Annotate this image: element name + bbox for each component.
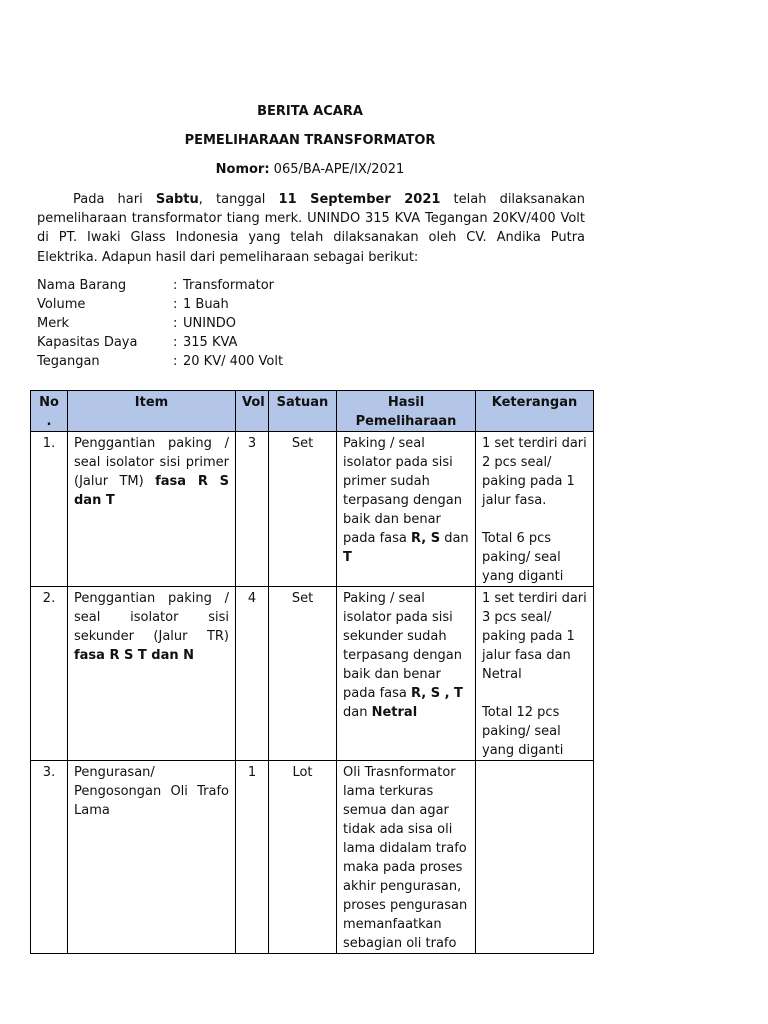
spec-list <box>37 276 537 371</box>
hasil-text: Paking / seal isolator pada sisi primer sudah terpasang dengan baik dan benar pada fasa <box>343 436 462 546</box>
item-text: Penggantian paking / seal isolator sisi sekunder (Jalur TR) <box>74 591 229 644</box>
hasil-text: dan <box>440 531 469 546</box>
intro-text: , tanggal <box>198 192 279 207</box>
spec-row <box>37 276 537 295</box>
cell-no: 1. <box>31 432 68 587</box>
cell-satuan: Lot <box>269 761 337 954</box>
spec-row <box>37 333 537 352</box>
nomor-value: 065/BA-APE/IX/2021 <box>269 162 405 177</box>
hasil-phase: T <box>343 550 352 565</box>
spec-colon: : <box>173 354 178 369</box>
spec-label: Nama Barang <box>37 278 127 293</box>
spec-value: 20 KV/ 400 Volt <box>183 354 284 369</box>
intro-day: Sabtu <box>155 192 199 207</box>
table-row <box>31 432 594 587</box>
cell-hasil: Oli Trasnformator lama terkuras semua dan agar tidak ada sisa oli lama didalam trafo maka pada proses akhir pengurasan, proses pengurasan memanfaatkan sebagian oli trafo <box>337 761 476 954</box>
keterangan-total: Total 12 pcs paking/ seal yang diganti <box>482 705 564 758</box>
cell-keterangan <box>476 432 594 587</box>
spec-colon: : <box>173 316 178 331</box>
header-vol: Vol <box>236 391 269 432</box>
cell-hasil <box>337 587 476 761</box>
cell-item <box>68 432 236 587</box>
cell-item <box>68 587 236 761</box>
header-satuan: Satuan <box>269 391 337 432</box>
header-hasil: Hasil Pemeliharaan <box>337 391 476 432</box>
document-title: BERITA ACARA <box>257 104 363 119</box>
table-row <box>31 761 594 954</box>
maintenance-table <box>30 390 594 954</box>
spec-row <box>37 295 537 314</box>
cell-vol: 4 <box>236 587 269 761</box>
table-row <box>31 587 594 761</box>
cell-no: 3. <box>31 761 68 954</box>
spec-value: UNINDO <box>183 316 237 331</box>
spec-colon: : <box>173 335 178 350</box>
spec-value: 315 KVA <box>183 335 238 350</box>
intro-date: 11 September 2021 <box>278 192 441 207</box>
hasil-phase: R, S , T <box>410 686 463 701</box>
spec-label: Merk <box>37 316 70 331</box>
keterangan-total: Total 6 pcs paking/ seal yang diganti <box>482 531 564 584</box>
nomor-label: Nomor: <box>215 162 270 177</box>
document-number <box>0 162 620 177</box>
cell-vol: 1 <box>236 761 269 954</box>
cell-no: 2. <box>31 587 68 761</box>
spec-row <box>37 314 537 333</box>
keterangan-text: 1 set terdiri dari 3 pcs seal/ paking pada 1 jalur fasa dan Netral <box>482 591 587 682</box>
spec-colon: : <box>173 297 178 312</box>
cell-satuan: Set <box>269 432 337 587</box>
intro-text: Pada hari <box>73 192 156 207</box>
header-item: Item <box>68 391 236 432</box>
hasil-phase: Netral <box>371 705 418 720</box>
item-phase: fasa R S T dan N <box>74 648 195 663</box>
cell-keterangan <box>476 587 594 761</box>
keterangan-text: 1 set terdiri dari 2 pcs seal/ paking pada 1 jalur fasa. <box>482 436 587 508</box>
spec-value: 1 Buah <box>183 297 229 312</box>
spec-value: Transformator <box>183 278 275 293</box>
hasil-text: dan <box>343 705 372 720</box>
spec-row <box>37 352 537 371</box>
cell-satuan: Set <box>269 587 337 761</box>
spec-label: Tegangan <box>37 354 100 369</box>
header-keterangan: Keterangan <box>476 391 594 432</box>
document-subtitle: PEMELIHARAAN TRANSFORMATOR <box>184 133 436 148</box>
cell-vol: 3 <box>236 432 269 587</box>
hasil-text: Paking / seal isolator pada sisi sekunder sudah terpasang dengan baik dan benar pada fasa <box>343 591 462 701</box>
hasil-phase: R, S <box>410 531 441 546</box>
cell-hasil <box>337 432 476 587</box>
header-no: No . <box>31 391 68 432</box>
spec-label: Kapasitas Daya <box>37 335 138 350</box>
item-phase: fasa R S dan T <box>74 474 229 508</box>
item-text: Penggantian paking / seal isolator sisi primer (Jalur TM) <box>74 436 229 489</box>
spec-label: Volume <box>37 297 86 312</box>
spec-colon: : <box>173 278 178 293</box>
table-header-row <box>31 391 594 432</box>
intro-text: telah dilaksanakan pemeliharaan transformator tiang merk. UNINDO 315 KVA Tegangan 20KV/400 Volt di PT. Iwaki Glass Indonesia yang telah dilaksanakan oleh CV. Andika Putra Elektrika. Adapun hasil dari pemeliharaan sebagai berikut: <box>37 192 585 265</box>
cell-item: Pengurasan/ Pengosongan Oli Trafo Lama <box>68 761 236 954</box>
intro-paragraph <box>37 190 585 267</box>
cell-keterangan <box>476 761 594 954</box>
